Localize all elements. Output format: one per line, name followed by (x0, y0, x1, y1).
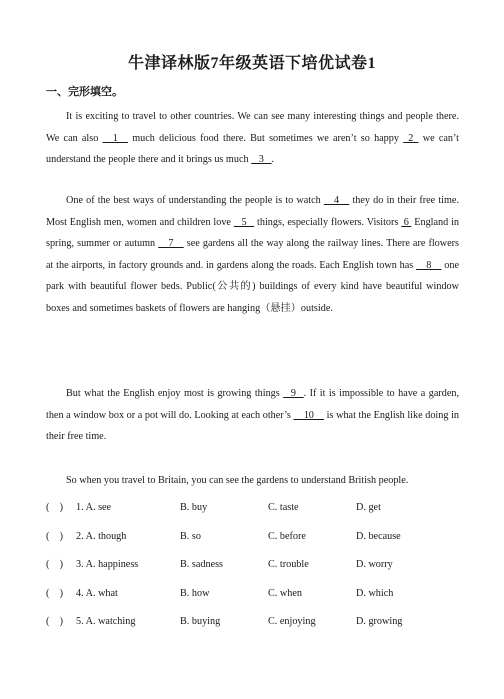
option-d: D. because (356, 530, 401, 542)
answer-paren[interactable]: ( ) (46, 502, 63, 513)
option-a: 2. A. though (76, 530, 127, 542)
page-title: 牛津译林版7年级英语下培优试卷1 (127, 55, 376, 72)
blank-1: 1 (102, 132, 129, 144)
passage-text: is what the English like doing in their free time. (46, 409, 459, 443)
passage-text: One of the best ways of understanding the people is to watch (66, 195, 324, 206)
option-c: C. enjoying (268, 616, 316, 627)
option-b: B. buy (180, 502, 208, 513)
option-b: B. sadness (180, 559, 224, 570)
option-c: C. taste (268, 502, 299, 513)
passage-text: things, especially flowers. Visitors (254, 216, 402, 228)
option-a: 3. A. happiness (76, 559, 139, 570)
passage-paragraph-1 (46, 106, 459, 171)
blank-5: 5 (233, 216, 255, 228)
passage-text: It is exciting to travel to other countries. We can see many interesting things and people there. We can also (46, 111, 459, 144)
passage-text: much delicious food there. But sometimes we aren’t so happy (128, 132, 404, 144)
option-b: B. buying (180, 616, 221, 627)
option-a: 4. A. what (76, 587, 118, 599)
option-row (46, 559, 466, 588)
option-d: D. get (356, 502, 381, 513)
blank-7: 7 (158, 238, 184, 250)
passage-paragraph-4: So when you travel to Britain, you can see the gardens to understand British people. (66, 475, 409, 486)
blank-6: 6 (401, 216, 412, 228)
option-row (46, 616, 466, 645)
passage-paragraph-3 (46, 383, 459, 448)
passage-text: . If it is impossible to have a garden, then a window box or a pot will do. Looking at each other’s (46, 388, 459, 421)
option-d: D. which (356, 587, 394, 599)
passage-text: England in spring, summer or autumn (46, 216, 459, 250)
passage-text: see gardens all the way along the railway lines. There are flowers at the airports, in factory grounds and. in gardens along the roads. Each English town has (46, 238, 459, 271)
option-b: B. how (180, 587, 210, 599)
option-c: C. before (268, 530, 306, 542)
blank-10: 10 (293, 409, 325, 421)
blank-3: 3 (251, 154, 272, 166)
option-a: 1. A. see (76, 502, 112, 513)
blank-9: 9 (283, 388, 304, 399)
option-c: C. when (268, 587, 302, 599)
option-row (46, 531, 466, 560)
answer-paren[interactable]: ( ) (46, 530, 63, 542)
section-heading: 一、完形填空。 (46, 86, 123, 98)
answer-paren[interactable]: ( ) (46, 587, 63, 599)
option-d: D. worry (356, 559, 393, 570)
blank-8: 8 (416, 259, 442, 271)
passage-text: But what the English enjoy most is growing things (66, 388, 284, 399)
option-c: C. trouble (268, 559, 309, 570)
passage-text: they do in their free time. Most English men, women and children love (46, 195, 459, 228)
answer-paren[interactable]: ( ) (46, 616, 63, 627)
option-d: D. growing (356, 616, 403, 627)
option-a: 5. A. watching (76, 616, 136, 627)
passage-text: . (271, 154, 275, 166)
passage-text: we can’t understand the people there and it brings us much (46, 132, 459, 166)
blank-2: 2 (403, 132, 419, 144)
option-b: B. so (180, 530, 201, 542)
options-list (46, 502, 466, 645)
option-row (46, 588, 466, 617)
option-row (46, 502, 466, 531)
answer-paren[interactable]: ( ) (46, 559, 63, 570)
blank-4: 4 (323, 195, 350, 206)
passage-text: one park with beautiful flower beds. Public(公共的) buildings of every kind have beautiful window boxes and sometimes baskets of flowers are hanging（悬挂）outside. (46, 259, 460, 314)
passage-paragraph-2 (46, 190, 459, 320)
